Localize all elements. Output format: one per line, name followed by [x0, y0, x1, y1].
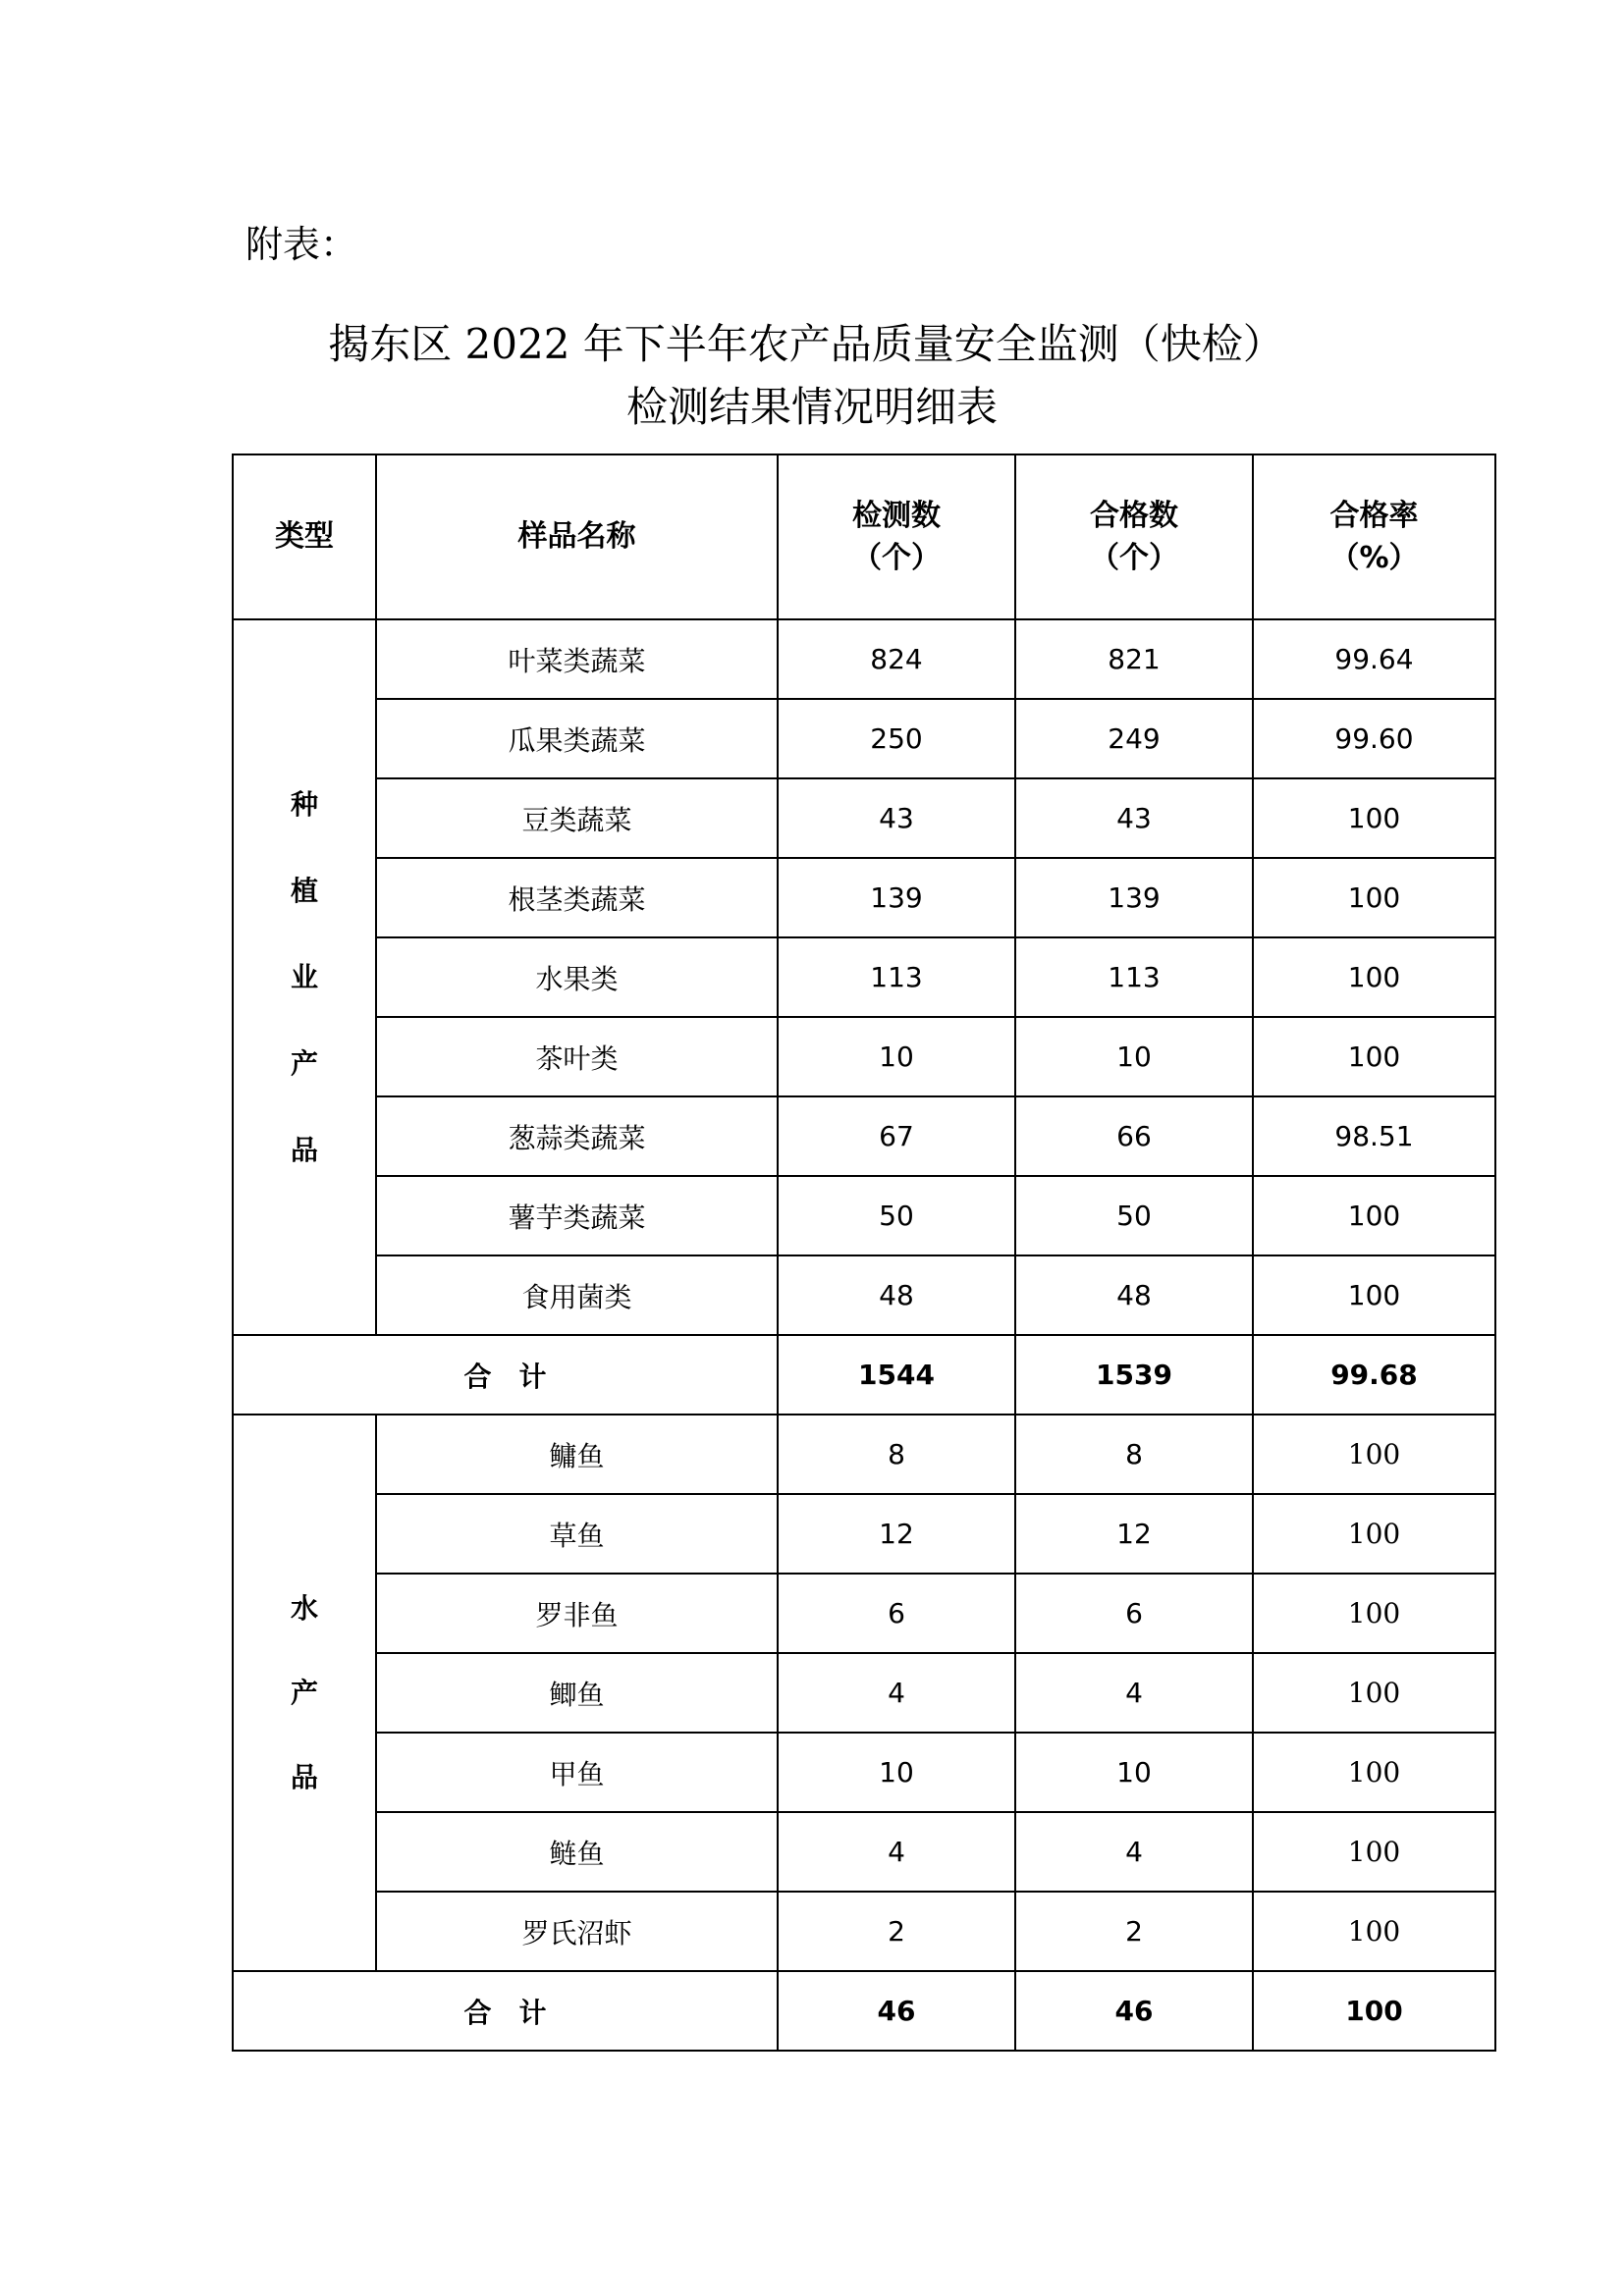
tested-cell: 250 [778, 699, 1015, 778]
category-char: 产 [290, 1046, 318, 1080]
table-row [233, 858, 1495, 937]
sample-name-cell: 豆类蔬菜 [376, 778, 778, 858]
table-row [233, 1494, 1495, 1574]
tested-cell: 48 [778, 1255, 1015, 1335]
category-char: 业 [290, 960, 318, 993]
sample-name-cell: 罗非鱼 [376, 1574, 778, 1653]
total-passed-cell: 46 [1015, 1971, 1253, 2051]
table-row [233, 1017, 1495, 1096]
total-rate-cell: 99.68 [1253, 1335, 1495, 1415]
tested-cell: 43 [778, 778, 1015, 858]
sample-name-cell: 葱蒜类蔬菜 [376, 1096, 778, 1176]
table-row [233, 1176, 1495, 1255]
document-subtitle: 检测结果情况明细表 [625, 383, 998, 431]
passed-cell: 66 [1015, 1096, 1253, 1176]
passed-cell: 249 [1015, 699, 1253, 778]
sample-name-cell: 薯芋类蔬菜 [376, 1176, 778, 1255]
rate-cell: 100 [1253, 1574, 1495, 1653]
total-tested-cell: 46 [778, 1971, 1015, 2051]
sample-name-cell: 鲢鱼 [376, 1812, 778, 1892]
tested-cell: 824 [778, 619, 1015, 699]
table-row [233, 778, 1495, 858]
rate-cell: 100 [1253, 858, 1495, 937]
sample-name-cell: 鲫鱼 [376, 1653, 778, 1733]
annex-label: 附表： [245, 223, 358, 266]
tested-cell: 113 [778, 937, 1015, 1017]
category-char: 种 [290, 787, 318, 821]
tested-cell: 67 [778, 1096, 1015, 1176]
tested-cell: 50 [778, 1176, 1015, 1255]
passed-cell: 821 [1015, 619, 1253, 699]
results-table [232, 454, 1496, 2052]
header-row [233, 454, 1495, 619]
sample-name-cell: 鳙鱼 [376, 1415, 778, 1494]
table-row [233, 1574, 1495, 1653]
rate-cell: 100 [1253, 937, 1495, 1017]
tested-cell: 12 [778, 1494, 1015, 1574]
table-row [233, 619, 1495, 699]
table-row [233, 699, 1495, 778]
header-passed-count: 合格数 （个） [1015, 454, 1253, 619]
table-row [233, 1812, 1495, 1892]
total-label: 合 计 [233, 1335, 778, 1415]
total-row [233, 1971, 1495, 2051]
passed-cell: 4 [1015, 1653, 1253, 1733]
passed-cell: 2 [1015, 1892, 1253, 1971]
sample-name-cell: 甲鱼 [376, 1733, 778, 1812]
category-cell [233, 619, 376, 1335]
sample-name-cell: 茶叶类 [376, 1017, 778, 1096]
rate-cell: 100 [1253, 1494, 1495, 1574]
sample-name-cell: 根茎类蔬菜 [376, 858, 778, 937]
tested-cell: 10 [778, 1733, 1015, 1812]
sample-name-cell: 食用菌类 [376, 1255, 778, 1335]
tested-cell: 4 [778, 1653, 1015, 1733]
category-cell [233, 1415, 376, 1971]
header-sample-name: 样品名称 [376, 454, 778, 619]
rate-cell: 98.51 [1253, 1096, 1495, 1176]
header-tested-count: 检测数 （个） [778, 454, 1015, 619]
table-row [233, 1653, 1495, 1733]
rate-cell: 100 [1253, 1415, 1495, 1494]
passed-cell: 8 [1015, 1415, 1253, 1494]
rate-cell: 100 [1253, 1892, 1495, 1971]
passed-cell: 4 [1015, 1812, 1253, 1892]
rate-cell: 100 [1253, 1812, 1495, 1892]
rate-cell: 100 [1253, 1176, 1495, 1255]
tested-cell: 8 [778, 1415, 1015, 1494]
table-row [233, 937, 1495, 1017]
tested-cell: 10 [778, 1017, 1015, 1096]
passed-cell: 6 [1015, 1574, 1253, 1653]
total-passed-cell: 1539 [1015, 1335, 1253, 1415]
sample-name-cell: 瓜果类蔬菜 [376, 699, 778, 778]
passed-cell: 12 [1015, 1494, 1253, 1574]
table-row [233, 1733, 1495, 1812]
category-char: 品 [290, 1760, 318, 1793]
category-char: 水 [290, 1591, 318, 1625]
tested-cell: 6 [778, 1574, 1015, 1653]
total-tested-cell: 1544 [778, 1335, 1015, 1415]
table-row [233, 1892, 1495, 1971]
total-row [233, 1335, 1495, 1415]
passed-cell: 48 [1015, 1255, 1253, 1335]
rate-cell: 99.64 [1253, 619, 1495, 699]
passed-cell: 113 [1015, 937, 1253, 1017]
table-row [233, 1096, 1495, 1176]
tested-cell: 139 [778, 858, 1015, 937]
passed-cell: 50 [1015, 1176, 1253, 1255]
results-body [233, 619, 1495, 2051]
passed-cell: 10 [1015, 1733, 1253, 1812]
tested-cell: 4 [778, 1812, 1015, 1892]
passed-cell: 10 [1015, 1017, 1253, 1096]
total-rate-cell: 100 [1253, 1971, 1495, 2051]
passed-cell: 43 [1015, 778, 1253, 858]
table-row [233, 1415, 1495, 1494]
header-type: 类型 [233, 454, 376, 619]
sample-name-cell: 罗氏沼虾 [376, 1892, 778, 1971]
rate-cell: 100 [1253, 1017, 1495, 1096]
sample-name-cell: 叶菜类蔬菜 [376, 619, 778, 699]
category-char: 植 [290, 874, 318, 907]
document-title: 揭东区 2022 年下半年农产品质量安全监测（快检） [328, 320, 1284, 368]
rate-cell: 100 [1253, 1733, 1495, 1812]
sample-name-cell: 水果类 [376, 937, 778, 1017]
table-row [233, 1255, 1495, 1335]
rate-cell: 100 [1253, 1653, 1495, 1733]
tested-cell: 2 [778, 1892, 1015, 1971]
header-pass-rate: 合格率 （%） [1253, 454, 1495, 619]
rate-cell: 100 [1253, 1255, 1495, 1335]
rate-cell: 100 [1253, 778, 1495, 858]
passed-cell: 139 [1015, 858, 1253, 937]
category-char: 品 [290, 1133, 318, 1166]
total-label: 合 计 [233, 1971, 778, 2051]
rate-cell: 99.60 [1253, 699, 1495, 778]
category-char: 产 [290, 1676, 318, 1709]
sample-name-cell: 草鱼 [376, 1494, 778, 1574]
